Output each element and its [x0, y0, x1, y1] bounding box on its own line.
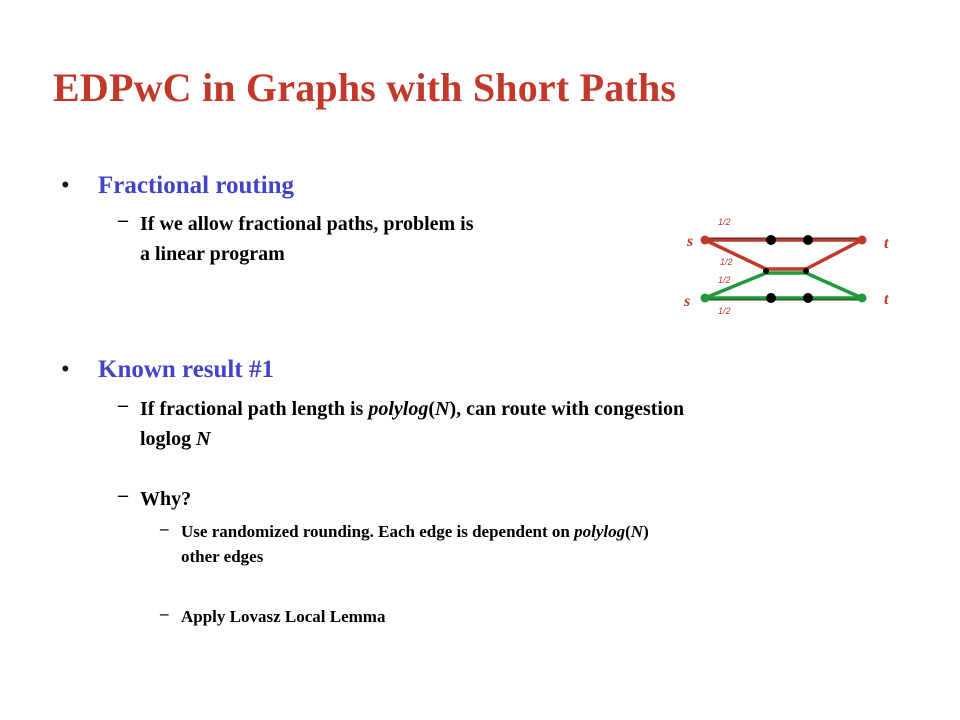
randomized-l1-ital: polylog [574, 522, 626, 541]
node-top-mid-1 [766, 235, 776, 245]
bullet-fractional-routing: • [61, 172, 70, 199]
heading-fractional-routing: Fractional routing [98, 172, 295, 199]
why-text: Why? [140, 488, 192, 510]
path-graph-diagram [676, 205, 906, 325]
known-point-l1-post: ), can route with congestion [449, 398, 685, 420]
fraction-label-2: 1/2 [720, 257, 733, 267]
known-point-l1-mid: ( [428, 398, 436, 420]
lovasz-text: Apply Lovasz Local Lemma [181, 607, 386, 626]
dash-randomized: – [160, 519, 169, 538]
fraction-label-4: 1/2 [718, 306, 731, 316]
randomized-l1-mid: ( [625, 522, 631, 541]
node-bottom-mid-2 [803, 293, 813, 303]
node-center-1 [763, 268, 769, 274]
randomized-l1-ital2: N [630, 522, 644, 541]
label-t-bottom: t [884, 291, 889, 308]
dash-fractional-point: – [118, 209, 128, 231]
fraction-label-3: 1/2 [718, 275, 731, 285]
node-s-bottom [701, 294, 710, 303]
fractional-point-line1: If we allow fractional paths, problem is [140, 213, 474, 235]
node-t-bottom [858, 294, 867, 303]
bullet-known-result: • [61, 356, 70, 383]
dash-why: – [118, 484, 128, 506]
randomized-l1-post: ) [643, 522, 649, 541]
node-top-mid-2 [803, 235, 813, 245]
heading-known-result: Known result #1 [98, 356, 274, 383]
label-t-top: t [884, 235, 889, 252]
known-point-l2-pre: loglog [140, 428, 197, 450]
randomized-l1-pre: Use randomized rounding. Each edge is dependent on [181, 522, 575, 541]
known-point-l1-ital2: N [435, 398, 450, 420]
known-point-l1-ital: polylog [368, 398, 429, 420]
dash-known-point: – [118, 394, 128, 416]
known-point-l1-pre: If fractional path length is [140, 398, 369, 420]
fraction-label-1: 1/2 [718, 217, 731, 227]
randomized-text [181, 519, 649, 569]
node-t-top [858, 236, 867, 245]
randomized-l2: other edges [181, 547, 264, 566]
known-point-text [140, 394, 684, 454]
label-s-bottom: s [684, 293, 691, 310]
node-s-top [701, 236, 710, 245]
node-center-2 [803, 268, 809, 274]
dash-lovasz: – [160, 604, 169, 623]
node-bottom-mid-1 [766, 293, 776, 303]
fractional-point-line2: a linear program [140, 243, 285, 265]
fractional-point-text [140, 209, 474, 269]
page-title: EDPwC in Graphs with Short Paths [53, 65, 677, 110]
known-point-l2-ital: N [196, 428, 211, 450]
label-s-top: s [687, 233, 694, 250]
